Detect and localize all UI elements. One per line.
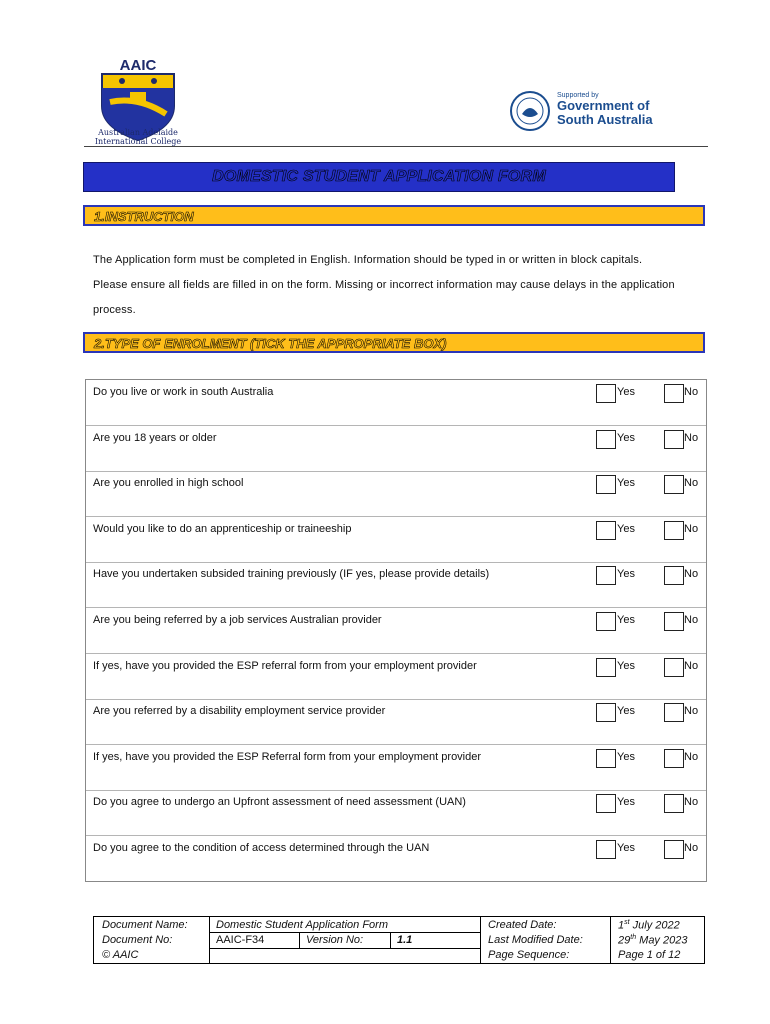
yes-checkbox[interactable] xyxy=(596,840,616,859)
question-text: Would you like to do an apprenticeship or traineeship xyxy=(93,522,352,535)
no-checkbox[interactable] xyxy=(664,612,684,631)
question-row xyxy=(86,562,706,608)
question-text: Have you undertaken subsided training previously (IF yes, please provide details) xyxy=(93,568,490,581)
no-checkbox[interactable] xyxy=(664,703,684,722)
enrolment-questions-table xyxy=(85,379,707,882)
no-label: No xyxy=(684,431,699,444)
question-row xyxy=(86,426,706,472)
yes-checkbox[interactable] xyxy=(596,612,616,631)
question-row xyxy=(86,471,706,517)
yes-label: Yes xyxy=(617,796,635,809)
question-text: Are you referred by a disability employment service provider xyxy=(93,705,386,718)
question-row xyxy=(86,654,706,700)
section-instruction-bar xyxy=(83,205,705,226)
yes-label: Yes xyxy=(617,386,635,398)
no-label: No xyxy=(684,842,699,854)
question-text: Are you enrolled in high school xyxy=(93,477,244,490)
aaic-caption-line-2: International College xyxy=(94,137,182,146)
no-checkbox[interactable] xyxy=(664,384,684,403)
question-text: Do you agree to the condition of access determined through the UAN xyxy=(93,842,430,854)
no-checkbox[interactable] xyxy=(664,430,684,449)
yes-checkbox[interactable] xyxy=(596,794,616,813)
footer-created-label: Created Date: xyxy=(488,919,557,931)
no-checkbox[interactable] xyxy=(664,566,684,585)
footer-version-label: Version No: xyxy=(306,934,364,946)
section-enrolment-heading: 2.TYPE OF ENROLMENT (TICK THE APPROPRIATE BOX) xyxy=(94,336,447,351)
no-checkbox[interactable] xyxy=(664,658,684,677)
footer-created-value: 1st July 2022 xyxy=(618,919,680,932)
gov-line-2: South Australia xyxy=(557,112,653,127)
question-row xyxy=(86,745,706,791)
no-label: No xyxy=(684,750,699,763)
yes-checkbox[interactable] xyxy=(596,475,616,494)
footer-doc-name-label: Document Name: xyxy=(102,919,188,931)
yes-checkbox[interactable] xyxy=(596,430,616,449)
no-label: No xyxy=(684,659,699,672)
document-footer xyxy=(93,916,705,964)
gov-line-1: Government of xyxy=(557,98,650,113)
instruction-line-3: process. xyxy=(93,304,136,316)
question-text: If yes, have you provided the ESP Referral form from your employment provider xyxy=(93,750,482,763)
footer-doc-no-value: AAIC-F34 xyxy=(216,934,265,946)
no-label: No xyxy=(684,705,699,718)
instruction-line-1: The Application form must be completed in English. Information should be typed in or written in block capitals. xyxy=(93,254,643,266)
yes-label: Yes xyxy=(617,431,635,444)
question-row xyxy=(86,836,706,881)
yes-checkbox[interactable] xyxy=(596,749,616,768)
question-text: Are you 18 years or older xyxy=(93,431,217,444)
aaic-logo-caption xyxy=(78,128,198,146)
yes-checkbox[interactable] xyxy=(596,521,616,540)
question-row xyxy=(86,608,706,654)
yes-label: Yes xyxy=(617,522,635,535)
no-label: No xyxy=(684,522,699,535)
question-text: Are you being referred by a job services Australian provider xyxy=(93,614,382,626)
footer-copyright: © AAIC xyxy=(102,949,139,961)
yes-label: Yes xyxy=(617,750,635,763)
aaic-logo-text: AAIC xyxy=(119,57,157,74)
section-instruction-heading: 1.INSTRUCTION xyxy=(94,209,194,224)
yes-label: Yes xyxy=(617,842,635,854)
yes-checkbox[interactable] xyxy=(596,566,616,585)
form-title: DOMESTIC STUDENT APPLICATION FORM xyxy=(212,168,546,185)
no-label: No xyxy=(684,614,699,626)
question-row xyxy=(86,380,706,426)
question-text: Do you agree to undergo an Upfront assessment of need assessment (UAN) xyxy=(93,796,466,809)
no-label: No xyxy=(684,796,699,809)
no-checkbox[interactable] xyxy=(664,794,684,813)
footer-doc-name-value: Domestic Student Application Form xyxy=(216,919,388,931)
question-row xyxy=(86,790,706,836)
yes-label: Yes xyxy=(617,568,635,581)
question-row xyxy=(86,699,706,745)
footer-page-value: Page 1 of 12 xyxy=(618,949,681,961)
yes-label: Yes xyxy=(617,705,635,718)
no-checkbox[interactable] xyxy=(664,521,684,540)
no-label: No xyxy=(684,386,699,398)
footer-page-label: Page Sequence: xyxy=(488,949,570,961)
yes-checkbox[interactable] xyxy=(596,384,616,403)
aaic-caption-line-1: Australian Adelaide xyxy=(98,128,178,137)
no-label: No xyxy=(684,568,699,581)
section-enrolment-bar xyxy=(83,332,705,353)
footer-doc-no-label: Document No: xyxy=(102,934,173,946)
footer-version-value: 1.1 xyxy=(397,934,413,946)
no-checkbox[interactable] xyxy=(664,840,684,859)
no-checkbox[interactable] xyxy=(664,749,684,768)
question-text: Do you live or work in south Australia xyxy=(93,386,274,398)
gov-supported-by: Supported by xyxy=(557,92,599,99)
yes-label: Yes xyxy=(617,614,635,626)
no-label: No xyxy=(684,477,699,490)
yes-label: Yes xyxy=(617,477,635,490)
instruction-line-2: Please ensure all fields are filled in on the form. Missing or incorrect information may cause delays in the application xyxy=(93,279,675,291)
header-divider xyxy=(84,146,708,147)
gov-sa-logo xyxy=(509,90,679,136)
yes-label: Yes xyxy=(617,659,635,672)
yes-checkbox[interactable] xyxy=(596,703,616,722)
gov-seal-icon xyxy=(509,90,551,132)
question-text: If yes, have you provided the ESP referral form from your employment provider xyxy=(93,659,477,672)
question-row xyxy=(86,517,706,563)
footer-modified-label: Last Modified Date: xyxy=(488,934,583,946)
footer-modified-value: 29th May 2023 xyxy=(618,934,688,947)
form-title-bar xyxy=(83,162,675,192)
yes-checkbox[interactable] xyxy=(596,658,616,677)
no-checkbox[interactable] xyxy=(664,475,684,494)
